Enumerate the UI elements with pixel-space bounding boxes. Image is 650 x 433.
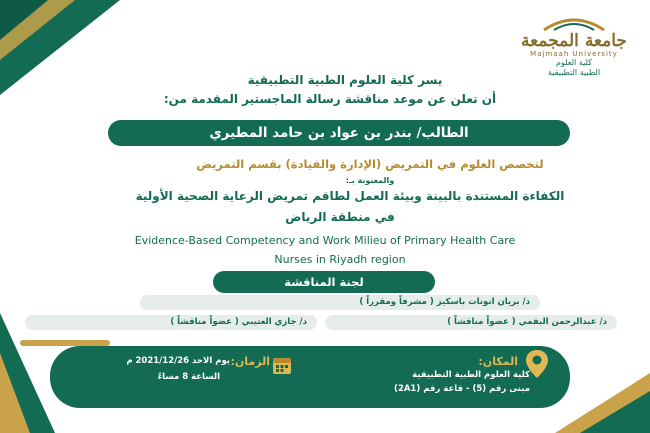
- logo-college-line1: كلية العلوم: [556, 58, 592, 67]
- corner-decoration-top-left-dark: [0, 0, 48, 40]
- logo-name-ar: جامعة المجمعة: [521, 32, 627, 50]
- committee-member-examiner-2: د/ جازي العتيبي ( عضواً مناقشاً ): [25, 315, 317, 330]
- time-line-2: الساعة 8 مساءً: [157, 372, 220, 382]
- venue-line-1: كلية العلوم الطبية التطبيقية: [412, 370, 530, 380]
- thesis-title-ar-line-1: الكفاءة المستندة بالبينة وبيئة العمل لطاقم تمريض الرعاية الصحية الأولية: [135, 189, 565, 203]
- university-logo: [504, 14, 644, 84]
- time-label: الزمان:: [230, 355, 270, 368]
- logo-college-line2: الطبية التطبيقية: [547, 68, 601, 77]
- thesis-titled-label: والمعنونة بـ:: [345, 176, 395, 185]
- corner-decoration-bottom-right: [580, 391, 650, 433]
- university-logo-icon: [539, 14, 609, 32]
- student-name-banner: الطالب/ بندر بن عواد بن حامد المطيري: [108, 120, 570, 146]
- corner-decoration-bottom-left-gold: [0, 353, 30, 433]
- thesis-title-ar-line-2: في منطقة الرياض: [285, 210, 395, 224]
- venue-line-2: مبنى رقم (5) - قاعة رقم (2A1): [394, 384, 530, 394]
- calendar-icon: [272, 355, 292, 375]
- logo-name-en: Majmaah University: [530, 50, 618, 58]
- thesis-title-en-line-1: Evidence-Based Competency and Work Milieu of Primary Health Care: [134, 234, 516, 247]
- committee-member-examiner-1: د/ عبدالرحمن البقمي ( عضواً مناقشاً ): [325, 315, 617, 330]
- venue-label: المكان:: [478, 355, 518, 368]
- thesis-title-en-line-2: Nurses in Riyadh region: [274, 253, 406, 266]
- committee-heading: لجنة المناقشة: [213, 271, 435, 293]
- committee-member-supervisor: د/ بريان انونات باسكيز ( مشرفاً ومقرراً ): [140, 295, 540, 310]
- announcement-line-1: يسر كلية العلوم الطبية التطبيقية: [247, 73, 443, 87]
- time-line-1: يوم الاحد 2021/12/26 م: [126, 356, 230, 366]
- thesis-specialty: لتخصص العلوم في التمريض (الإدارة والقيادة) بقسم التمريض: [196, 157, 544, 171]
- announcement-line-2: أن تعلن عن موعد مناقشة رسالة الماجستير المقدمة من:: [163, 92, 497, 106]
